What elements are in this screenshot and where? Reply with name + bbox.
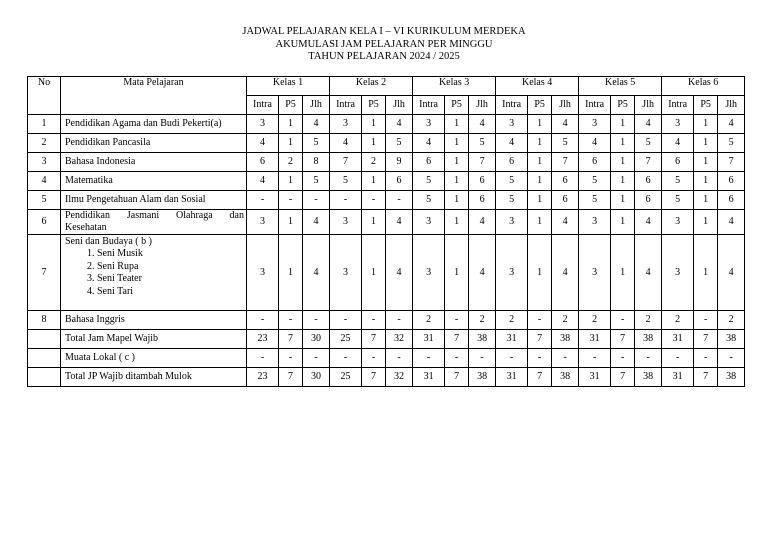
- value-cell-class-1-jlh: 5: [303, 134, 330, 153]
- value-cell-class-6-jlh: 4: [718, 210, 745, 235]
- value-cell-class-2-jlh: 32: [386, 368, 413, 387]
- value-cell-class-2-intra: 7: [330, 153, 362, 172]
- subheader-intra-class-1: Intra: [247, 96, 279, 115]
- value-cell-class-3-p5: -: [445, 349, 469, 368]
- title-line-1: JADWAL PELAJARAN KELA I – VI KURIKULUM MERDEKA: [242, 26, 526, 37]
- value-cell-class-2-intra: -: [330, 311, 362, 330]
- row-number: [28, 368, 61, 387]
- value-cell-class-2-jlh: 5: [386, 134, 413, 153]
- value-cell-class-5-intra: 6: [579, 153, 611, 172]
- value-cell-class-2-intra: 3: [330, 210, 362, 235]
- value-cell-class-5-p5: 1: [611, 235, 635, 311]
- value-cell-class-6-jlh: 4: [718, 115, 745, 134]
- subject-subitem: 1. Seni Musik: [97, 248, 244, 261]
- value-cell-class-2-p5: 7: [362, 368, 386, 387]
- value-cell-class-4-p5: 7: [528, 330, 552, 349]
- value-cell-class-4-jlh: 38: [552, 330, 579, 349]
- value-cell-class-1-intra: -: [247, 311, 279, 330]
- value-cell-class-5-p5: -: [611, 349, 635, 368]
- value-cell-class-5-p5: 1: [611, 210, 635, 235]
- value-cell-class-2-jlh: 4: [386, 115, 413, 134]
- value-cell-class-4-jlh: 4: [552, 115, 579, 134]
- value-cell-class-3-p5: 7: [445, 330, 469, 349]
- value-cell-class-6-p5: 7: [694, 368, 718, 387]
- header-class-1: Kelas 1: [247, 77, 330, 96]
- value-cell-class-4-intra: -: [496, 349, 528, 368]
- subheader-p5-class-1: P5: [279, 96, 303, 115]
- value-cell-class-5-jlh: 5: [635, 134, 662, 153]
- value-cell-class-3-jlh: 4: [469, 210, 496, 235]
- value-cell-class-1-p5: 1: [279, 210, 303, 235]
- value-cell-class-6-intra: 5: [662, 191, 694, 210]
- value-cell-class-6-intra: 3: [662, 210, 694, 235]
- value-cell-class-3-intra: 31: [413, 330, 445, 349]
- value-cell-class-6-jlh: 7: [718, 153, 745, 172]
- subject-sublist: [65, 248, 244, 298]
- value-cell-class-1-p5: 2: [279, 153, 303, 172]
- value-cell-class-3-intra: 5: [413, 191, 445, 210]
- value-cell-class-1-intra: 23: [247, 330, 279, 349]
- value-cell-class-5-jlh: 38: [635, 330, 662, 349]
- subject-cell: Bahasa Inggris: [61, 311, 247, 330]
- value-cell-class-1-jlh: 8: [303, 153, 330, 172]
- subheader-p5-class-4: P5: [528, 96, 552, 115]
- value-cell-class-5-p5: 1: [611, 115, 635, 134]
- value-cell-class-6-p5: 7: [694, 330, 718, 349]
- value-cell-class-4-p5: 1: [528, 172, 552, 191]
- value-cell-class-2-jlh: -: [386, 349, 413, 368]
- value-cell-class-1-jlh: 4: [303, 210, 330, 235]
- subject-cell: [61, 235, 247, 311]
- value-cell-class-3-jlh: 4: [469, 235, 496, 311]
- value-cell-class-6-jlh: 38: [718, 330, 745, 349]
- value-cell-class-5-intra: 3: [579, 115, 611, 134]
- value-cell-class-1-jlh: -: [303, 349, 330, 368]
- value-cell-class-1-p5: -: [279, 191, 303, 210]
- value-cell-class-4-intra: 3: [496, 115, 528, 134]
- subheader-intra-class-3: Intra: [413, 96, 445, 115]
- subheader-p5-class-3: P5: [445, 96, 469, 115]
- value-cell-class-5-jlh: 7: [635, 153, 662, 172]
- subject-cell: Total JP Wajib ditambah Mulok: [61, 368, 247, 387]
- value-cell-class-2-jlh: 32: [386, 330, 413, 349]
- value-cell-class-2-p5: 7: [362, 330, 386, 349]
- value-cell-class-1-intra: -: [247, 191, 279, 210]
- subject-cell: Ilmu Pengetahuan Alam dan Sosial: [61, 191, 247, 210]
- table-body: [28, 115, 745, 387]
- header-class-5: Kelas 5: [579, 77, 662, 96]
- value-cell-class-5-jlh: 4: [635, 235, 662, 311]
- value-cell-class-4-p5: 1: [528, 134, 552, 153]
- value-cell-class-3-intra: 5: [413, 172, 445, 191]
- title-line-2: AKUMULASI JAM PELAJARAN PER MINGGU: [275, 38, 493, 50]
- value-cell-class-1-jlh: 4: [303, 115, 330, 134]
- row-number: 3: [28, 153, 61, 172]
- value-cell-class-4-p5: 1: [528, 153, 552, 172]
- subject-subitem: 4. Seni Tari: [97, 286, 244, 299]
- subject-cell: Pendidikan Agama dan Budi Pekerti(a): [61, 115, 247, 134]
- value-cell-class-5-p5: 1: [611, 134, 635, 153]
- value-cell-class-3-intra: 4: [413, 134, 445, 153]
- value-cell-class-2-intra: -: [330, 191, 362, 210]
- subheader-jlh-class-4: Jlh: [552, 96, 579, 115]
- subject-subitem: 2. Seni Rupa: [97, 261, 244, 274]
- value-cell-class-6-p5: -: [694, 311, 718, 330]
- value-cell-class-2-p5: 1: [362, 235, 386, 311]
- value-cell-class-3-intra: 3: [413, 210, 445, 235]
- value-cell-class-6-intra: 4: [662, 134, 694, 153]
- value-cell-class-5-intra: 31: [579, 368, 611, 387]
- subheader-jlh-class-2: Jlh: [386, 96, 413, 115]
- value-cell-class-6-p5: 1: [694, 134, 718, 153]
- subheader-jlh-class-1: Jlh: [303, 96, 330, 115]
- subheader-jlh-class-6: Jlh: [718, 96, 745, 115]
- value-cell-class-3-intra: -: [413, 349, 445, 368]
- value-cell-class-4-intra: 31: [496, 330, 528, 349]
- value-cell-class-5-jlh: 6: [635, 191, 662, 210]
- value-cell-class-1-jlh: 4: [303, 235, 330, 311]
- value-cell-class-4-p5: 1: [528, 115, 552, 134]
- value-cell-class-5-jlh: 38: [635, 368, 662, 387]
- value-cell-class-5-intra: 3: [579, 210, 611, 235]
- subject-cell: Pendidikan Pancasila: [61, 134, 247, 153]
- value-cell-class-2-p5: 1: [362, 210, 386, 235]
- value-cell-class-3-intra: 3: [413, 235, 445, 311]
- table-row: [28, 172, 745, 191]
- value-cell-class-4-intra: 5: [496, 172, 528, 191]
- value-cell-class-5-intra: 3: [579, 235, 611, 311]
- value-cell-class-6-intra: 3: [662, 235, 694, 311]
- value-cell-class-3-jlh: 2: [469, 311, 496, 330]
- header-class-2: Kelas 2: [330, 77, 413, 96]
- value-cell-class-1-jlh: 30: [303, 330, 330, 349]
- value-cell-class-4-intra: 3: [496, 235, 528, 311]
- value-cell-class-4-jlh: 4: [552, 235, 579, 311]
- value-cell-class-5-p5: -: [611, 311, 635, 330]
- value-cell-class-3-p5: 7: [445, 368, 469, 387]
- value-cell-class-6-p5: 1: [694, 191, 718, 210]
- value-cell-class-4-jlh: 2: [552, 311, 579, 330]
- value-cell-class-2-jlh: -: [386, 311, 413, 330]
- row-number: 8: [28, 311, 61, 330]
- value-cell-class-2-jlh: 6: [386, 172, 413, 191]
- value-cell-class-6-p5: -: [694, 349, 718, 368]
- table-row: [28, 235, 745, 311]
- value-cell-class-1-intra: 6: [247, 153, 279, 172]
- value-cell-class-4-p5: 1: [528, 210, 552, 235]
- subheader-p5-class-5: P5: [611, 96, 635, 115]
- value-cell-class-2-p5: 1: [362, 115, 386, 134]
- document-title: [0, 26, 768, 64]
- value-cell-class-6-jlh: 6: [718, 191, 745, 210]
- value-cell-class-4-p5: -: [528, 349, 552, 368]
- row-number: [28, 349, 61, 368]
- header-no: No: [28, 77, 61, 115]
- value-cell-class-4-jlh: -: [552, 349, 579, 368]
- value-cell-class-6-intra: 5: [662, 172, 694, 191]
- subheader-p5-class-6: P5: [694, 96, 718, 115]
- value-cell-class-4-jlh: 4: [552, 210, 579, 235]
- value-cell-class-5-intra: 31: [579, 330, 611, 349]
- value-cell-class-4-jlh: 6: [552, 172, 579, 191]
- table-row: [28, 153, 745, 172]
- subject-cell: Total Jam Mapel Wajib: [61, 330, 247, 349]
- value-cell-class-3-intra: 6: [413, 153, 445, 172]
- value-cell-class-3-jlh: 6: [469, 172, 496, 191]
- value-cell-class-6-intra: 2: [662, 311, 694, 330]
- value-cell-class-3-jlh: -: [469, 349, 496, 368]
- value-cell-class-1-p5: -: [279, 349, 303, 368]
- value-cell-class-1-jlh: 5: [303, 172, 330, 191]
- value-cell-class-4-intra: 31: [496, 368, 528, 387]
- value-cell-class-6-p5: 1: [694, 172, 718, 191]
- value-cell-class-3-p5: 1: [445, 172, 469, 191]
- subheader-jlh-class-3: Jlh: [469, 96, 496, 115]
- value-cell-class-1-p5: 1: [279, 235, 303, 311]
- value-cell-class-5-jlh: 2: [635, 311, 662, 330]
- table-row: [28, 349, 745, 368]
- value-cell-class-3-p5: 1: [445, 134, 469, 153]
- table-row: [28, 368, 745, 387]
- value-cell-class-6-p5: 1: [694, 210, 718, 235]
- value-cell-class-2-jlh: 4: [386, 235, 413, 311]
- value-cell-class-4-p5: 1: [528, 235, 552, 311]
- header-class-3: Kelas 3: [413, 77, 496, 96]
- header-class-6: Kelas 6: [662, 77, 745, 96]
- value-cell-class-1-jlh: 30: [303, 368, 330, 387]
- table-row: [28, 134, 745, 153]
- value-cell-class-2-intra: 3: [330, 115, 362, 134]
- value-cell-class-6-intra: 6: [662, 153, 694, 172]
- value-cell-class-1-p5: 7: [279, 368, 303, 387]
- value-cell-class-5-p5: 1: [611, 153, 635, 172]
- value-cell-class-2-p5: -: [362, 311, 386, 330]
- value-cell-class-1-jlh: -: [303, 311, 330, 330]
- value-cell-class-6-intra: 3: [662, 115, 694, 134]
- value-cell-class-2-p5: 2: [362, 153, 386, 172]
- subheader-intra-class-6: Intra: [662, 96, 694, 115]
- subheader-intra-class-5: Intra: [579, 96, 611, 115]
- value-cell-class-5-jlh: 6: [635, 172, 662, 191]
- row-number: [28, 330, 61, 349]
- value-cell-class-2-intra: 25: [330, 368, 362, 387]
- value-cell-class-6-p5: 1: [694, 153, 718, 172]
- value-cell-class-4-jlh: 7: [552, 153, 579, 172]
- value-cell-class-3-jlh: 6: [469, 191, 496, 210]
- title-line-3: TAHUN PELAJARAN 2024 / 2025: [308, 51, 460, 62]
- value-cell-class-6-intra: 31: [662, 368, 694, 387]
- row-number: 7: [28, 235, 61, 311]
- subject-cell: Bahasa Indonesia: [61, 153, 247, 172]
- value-cell-class-1-intra: 4: [247, 134, 279, 153]
- subject-cell: Pendidikan Jasmani Olahraga dan Kesehatan: [61, 210, 247, 235]
- value-cell-class-4-intra: 4: [496, 134, 528, 153]
- value-cell-class-2-jlh: 4: [386, 210, 413, 235]
- value-cell-class-3-p5: -: [445, 311, 469, 330]
- value-cell-class-4-intra: 2: [496, 311, 528, 330]
- value-cell-class-2-p5: -: [362, 191, 386, 210]
- value-cell-class-5-p5: 1: [611, 172, 635, 191]
- value-cell-class-1-p5: -: [279, 311, 303, 330]
- value-cell-class-6-jlh: -: [718, 349, 745, 368]
- value-cell-class-2-intra: 25: [330, 330, 362, 349]
- value-cell-class-2-intra: 3: [330, 235, 362, 311]
- value-cell-class-4-jlh: 38: [552, 368, 579, 387]
- table-row: [28, 191, 745, 210]
- value-cell-class-3-jlh: 4: [469, 115, 496, 134]
- subject-cell: Matematika: [61, 172, 247, 191]
- value-cell-class-2-p5: -: [362, 349, 386, 368]
- value-cell-class-1-jlh: -: [303, 191, 330, 210]
- header-subject: Mata Pelajaran: [61, 77, 247, 115]
- value-cell-class-1-intra: 4: [247, 172, 279, 191]
- value-cell-class-1-intra: 3: [247, 235, 279, 311]
- table-row: [28, 330, 745, 349]
- row-number: 1: [28, 115, 61, 134]
- row-number: 2: [28, 134, 61, 153]
- value-cell-class-6-jlh: 5: [718, 134, 745, 153]
- value-cell-class-3-intra: 3: [413, 115, 445, 134]
- value-cell-class-5-p5: 1: [611, 191, 635, 210]
- value-cell-class-6-jlh: 2: [718, 311, 745, 330]
- value-cell-class-5-jlh: 4: [635, 115, 662, 134]
- value-cell-class-6-jlh: 6: [718, 172, 745, 191]
- value-cell-class-2-intra: 4: [330, 134, 362, 153]
- subheader-jlh-class-5: Jlh: [635, 96, 662, 115]
- value-cell-class-3-intra: 2: [413, 311, 445, 330]
- value-cell-class-5-intra: 2: [579, 311, 611, 330]
- value-cell-class-4-p5: -: [528, 311, 552, 330]
- value-cell-class-4-intra: 3: [496, 210, 528, 235]
- value-cell-class-5-p5: 7: [611, 330, 635, 349]
- value-cell-class-3-p5: 1: [445, 191, 469, 210]
- value-cell-class-1-intra: 3: [247, 115, 279, 134]
- value-cell-class-1-p5: 1: [279, 115, 303, 134]
- table-row: [28, 210, 745, 235]
- value-cell-class-1-p5: 1: [279, 134, 303, 153]
- value-cell-class-5-p5: 7: [611, 368, 635, 387]
- value-cell-class-1-intra: 3: [247, 210, 279, 235]
- subheader-p5-class-2: P5: [362, 96, 386, 115]
- subject-name: Seni dan Budaya ( b ): [65, 236, 152, 247]
- subheader-intra-class-4: Intra: [496, 96, 528, 115]
- row-number: 4: [28, 172, 61, 191]
- value-cell-class-2-intra: -: [330, 349, 362, 368]
- value-cell-class-2-p5: 1: [362, 134, 386, 153]
- value-cell-class-2-jlh: 9: [386, 153, 413, 172]
- value-cell-class-6-p5: 1: [694, 115, 718, 134]
- table-row: [28, 115, 745, 134]
- value-cell-class-6-jlh: 38: [718, 368, 745, 387]
- row-number: 5: [28, 191, 61, 210]
- subject-subitem: 3. Seni Teater: [97, 273, 244, 286]
- value-cell-class-4-p5: 1: [528, 191, 552, 210]
- value-cell-class-6-intra: -: [662, 349, 694, 368]
- value-cell-class-3-intra: 31: [413, 368, 445, 387]
- value-cell-class-1-intra: 23: [247, 368, 279, 387]
- subject-cell: Muata Lokal ( c ): [61, 349, 247, 368]
- value-cell-class-5-intra: -: [579, 349, 611, 368]
- value-cell-class-5-intra: 5: [579, 191, 611, 210]
- value-cell-class-5-jlh: -: [635, 349, 662, 368]
- value-cell-class-3-p5: 1: [445, 235, 469, 311]
- value-cell-class-4-intra: 5: [496, 191, 528, 210]
- value-cell-class-6-p5: 1: [694, 235, 718, 311]
- value-cell-class-3-jlh: 38: [469, 368, 496, 387]
- value-cell-class-5-intra: 4: [579, 134, 611, 153]
- value-cell-class-3-p5: 1: [445, 115, 469, 134]
- header-class-4: Kelas 4: [496, 77, 579, 96]
- value-cell-class-4-jlh: 6: [552, 191, 579, 210]
- value-cell-class-1-p5: 1: [279, 172, 303, 191]
- value-cell-class-2-intra: 5: [330, 172, 362, 191]
- value-cell-class-2-jlh: -: [386, 191, 413, 210]
- value-cell-class-4-jlh: 5: [552, 134, 579, 153]
- subheader-intra-class-2: Intra: [330, 96, 362, 115]
- value-cell-class-3-jlh: 38: [469, 330, 496, 349]
- schedule-table: [27, 76, 745, 387]
- value-cell-class-1-intra: -: [247, 349, 279, 368]
- value-cell-class-3-jlh: 5: [469, 134, 496, 153]
- value-cell-class-1-p5: 7: [279, 330, 303, 349]
- value-cell-class-6-intra: 31: [662, 330, 694, 349]
- value-cell-class-5-intra: 5: [579, 172, 611, 191]
- value-cell-class-4-intra: 6: [496, 153, 528, 172]
- row-number: 6: [28, 210, 61, 235]
- value-cell-class-3-jlh: 7: [469, 153, 496, 172]
- value-cell-class-6-jlh: 4: [718, 235, 745, 311]
- value-cell-class-3-p5: 1: [445, 153, 469, 172]
- value-cell-class-4-p5: 7: [528, 368, 552, 387]
- table-row: [28, 311, 745, 330]
- value-cell-class-3-p5: 1: [445, 210, 469, 235]
- value-cell-class-2-p5: 1: [362, 172, 386, 191]
- value-cell-class-5-jlh: 4: [635, 210, 662, 235]
